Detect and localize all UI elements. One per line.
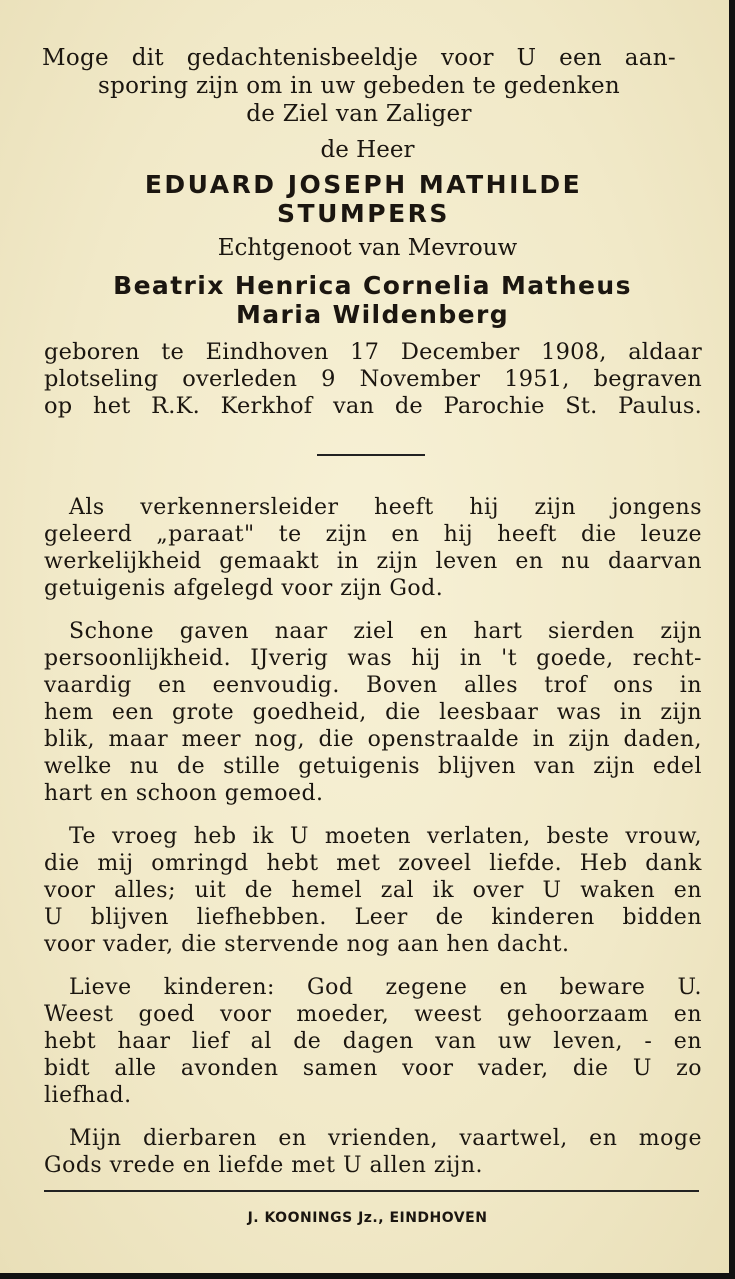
paragraph-line: U blijven liefhebben. Leer de kinderen bidden [44,905,702,930]
paragraph-line: Als verkennersleider heeft hij zijn jongens [69,495,702,520]
paragraph-line: die mij omringd hebt met zoveel liefde. Heb dank [44,851,702,876]
paragraph-line: voor vader, die stervende nog aan hen dacht. [44,932,570,957]
paragraph-line: welke nu de stille getuigenis blijven van zijn edel [44,754,702,779]
paragraph-line: persoonlijkheid. IJverig was hij in 't goede, recht- [44,646,702,671]
paragraph-line: Weest goed voor moeder, weest gehoorzaam en [44,1002,702,1027]
paragraph [44,823,702,958]
honorific: de Heer [320,137,415,163]
paragraph [44,494,702,602]
paragraph-line: vaardig en eenvoudig. Boven alles trof ons in [44,673,702,698]
paragraph-line: hem een grote goedheid, die leesbaar was in zijn [44,700,702,725]
life-line: geboren te Eindhoven 17 December 1908, aldaar [44,339,702,365]
spouse-name-line: Beatrix Henrica Cornelia Matheus [113,271,632,300]
deceased-name [0,170,735,228]
paragraph-line: Te vroeg heb ik U moeten verlaten, beste vrouw, [69,824,702,849]
paragraph-line: Schone gaven naar ziel en hart sierden zijn [69,619,702,644]
paragraph-line: hart en schoon gemoed. [44,781,324,806]
paragraph-line: werkelijkheid gemaakt in zijn leven en nu daarvan [44,549,702,574]
spouse-name-line: Maria Wildenberg [235,300,510,329]
deceased-name-line: EDUARD JOSEPH MATHILDE [144,170,583,199]
deceased-name-line: STUMPERS [277,199,450,228]
paragraph [44,1125,702,1179]
short-divider [317,454,425,456]
life-line: plotseling overleden 9 November 1951, begraven [44,366,702,392]
intro-line: Moge dit gedachtenisbeeldje voor U een aan- [42,45,676,71]
spouse-intro: Echtgenoot van Mevrouw [217,235,518,261]
paragraph-line: bidt alle avonden samen voor vader, die U zo [44,1056,702,1081]
intro-line: de Ziel van Zaliger [246,101,472,127]
paragraph-line: voor alles; uit de hemel zal ik over U waken en [44,878,702,903]
paragraph [44,974,702,1109]
paragraph-line: hebt haar lief al de dagen van uw leven, - en [44,1029,702,1054]
paragraph-line: geleerd „paraat" te zijn en hij heeft die leuze [44,522,702,547]
paragraph-line: getuigenis afgelegd voor zijn God. [44,576,444,601]
life-dates [44,339,702,420]
intro-line: sporing zijn om in uw gebeden te gedenken [98,73,620,99]
printer-credit: J. KOONINGS Jz., EINDHOVEN [247,1210,488,1226]
paragraph-line: Lieve kinderen: God zegene en beware U. [69,975,702,1000]
intro-text [42,44,676,128]
memorial-text [44,494,702,1195]
paragraph-line: liefhad. [44,1083,132,1108]
life-line: op het R.K. Kerkhof van de Parochie St. Paulus. [44,393,702,419]
paragraph [44,618,702,807]
paragraph-line: blik, maar meer nog, die openstraalde in zijn daden, [44,727,702,752]
paragraph-line: Mijn dierbaren en vrienden, vaartwel, en moge [69,1126,702,1151]
spouse-name [42,271,703,329]
bottom-rule [44,1190,699,1192]
paragraph-line: Gods vrede en liefde met U allen zijn. [44,1153,483,1178]
